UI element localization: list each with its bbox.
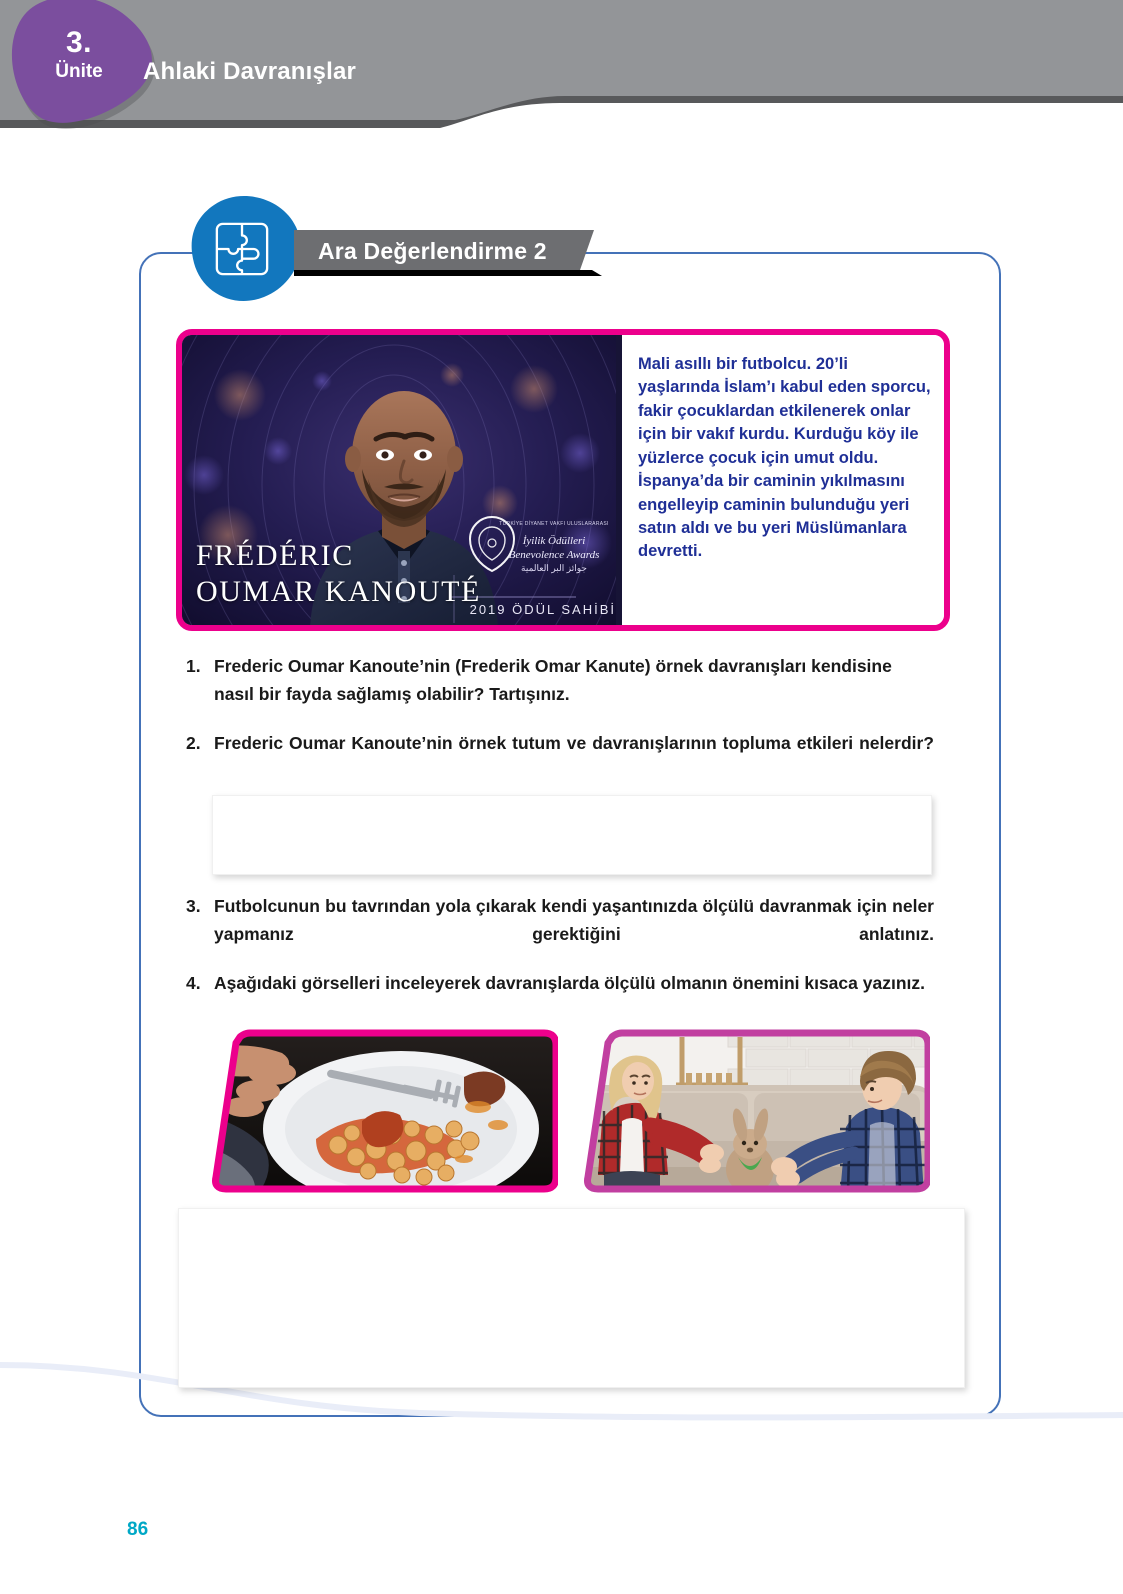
- plate-of-food-image: [206, 1029, 558, 1194]
- children-fighting-over-toy-image: [578, 1029, 930, 1194]
- profile-card: [176, 329, 950, 631]
- page-header: [0, 0, 1123, 130]
- question-text: Frederic Oumar Kanoute’nin örnek tutum ve davranışlarının topluma etkileri nelerdir?: [214, 733, 934, 753]
- award-organization: TÜRKİYE DİYANET VAKFI ULUSLARARASI: [499, 521, 609, 527]
- person-last-name: OUMAR KANOUTÉ: [196, 575, 481, 608]
- section-title: Ara Değerlendirme 2: [318, 238, 547, 264]
- award-year-caption: 2019 ÖDÜL SAHİBİ: [469, 602, 616, 617]
- award-name-latin: İyilik Ödülleri Benevolence Awards: [508, 535, 600, 561]
- question-number: 3.: [186, 896, 201, 916]
- question-number: 2.: [186, 733, 201, 753]
- question-number: 4.: [186, 973, 201, 993]
- question-text: Frederic Oumar Kanoute’nin (Frederik Omar Kanute) örnek davranışları kendisine nasıl bir fayda sağlamış olabilir? Tartışınız.: [214, 656, 892, 705]
- profile-text-pane: [622, 335, 944, 625]
- question-text: Futbolcunun bu tavrından yola çıkarak kendi yaşantınızda ölçülü davranmak için neler yapmanız gerektiğini anlatınız.: [214, 896, 934, 945]
- question-text: Aşağıdaki görselleri inceleyerek davranışlarda ölçülü olmanın önemini kısaca yazınız.: [214, 973, 925, 993]
- answer-box-question-4[interactable]: [178, 1208, 965, 1388]
- unit-title: Ahlaki Davranışlar: [143, 58, 357, 85]
- footballer-photo: [182, 335, 622, 625]
- plate-of-food-graphic: [206, 1029, 558, 1194]
- answer-box-question-2[interactable]: [212, 795, 932, 875]
- puzzle-icon: [213, 220, 271, 278]
- unit-number: 3.: [65, 26, 93, 59]
- question-item: [186, 969, 934, 997]
- award-name-arabic: جوائز البر العالمية: [521, 563, 587, 573]
- question-item: [186, 652, 934, 709]
- profile-description: Mali asıllı bir futbolcu. 20’li yaşlarında İslam’ı kabul eden sporcu, fakir çocuklardan etkilenerek onlar için bir vakıf kurdu. Kurduğu köy ile yüzlerce çocuk için umut oldu. İspanya’da bir caminin yıkılmasını engelleyip caminin bulunduğu yeri satın aldı ve bu yeri Müslümanlara devretti.: [638, 355, 931, 561]
- question-item: [186, 729, 934, 786]
- unit-label: Ünite: [55, 61, 103, 82]
- page-number: 86: [127, 1519, 149, 1540]
- question-item: [186, 892, 934, 977]
- children-fighting-graphic: [578, 1029, 930, 1194]
- person-first-name: FRÉDÉRIC: [196, 539, 354, 572]
- question-number: 1.: [186, 656, 201, 676]
